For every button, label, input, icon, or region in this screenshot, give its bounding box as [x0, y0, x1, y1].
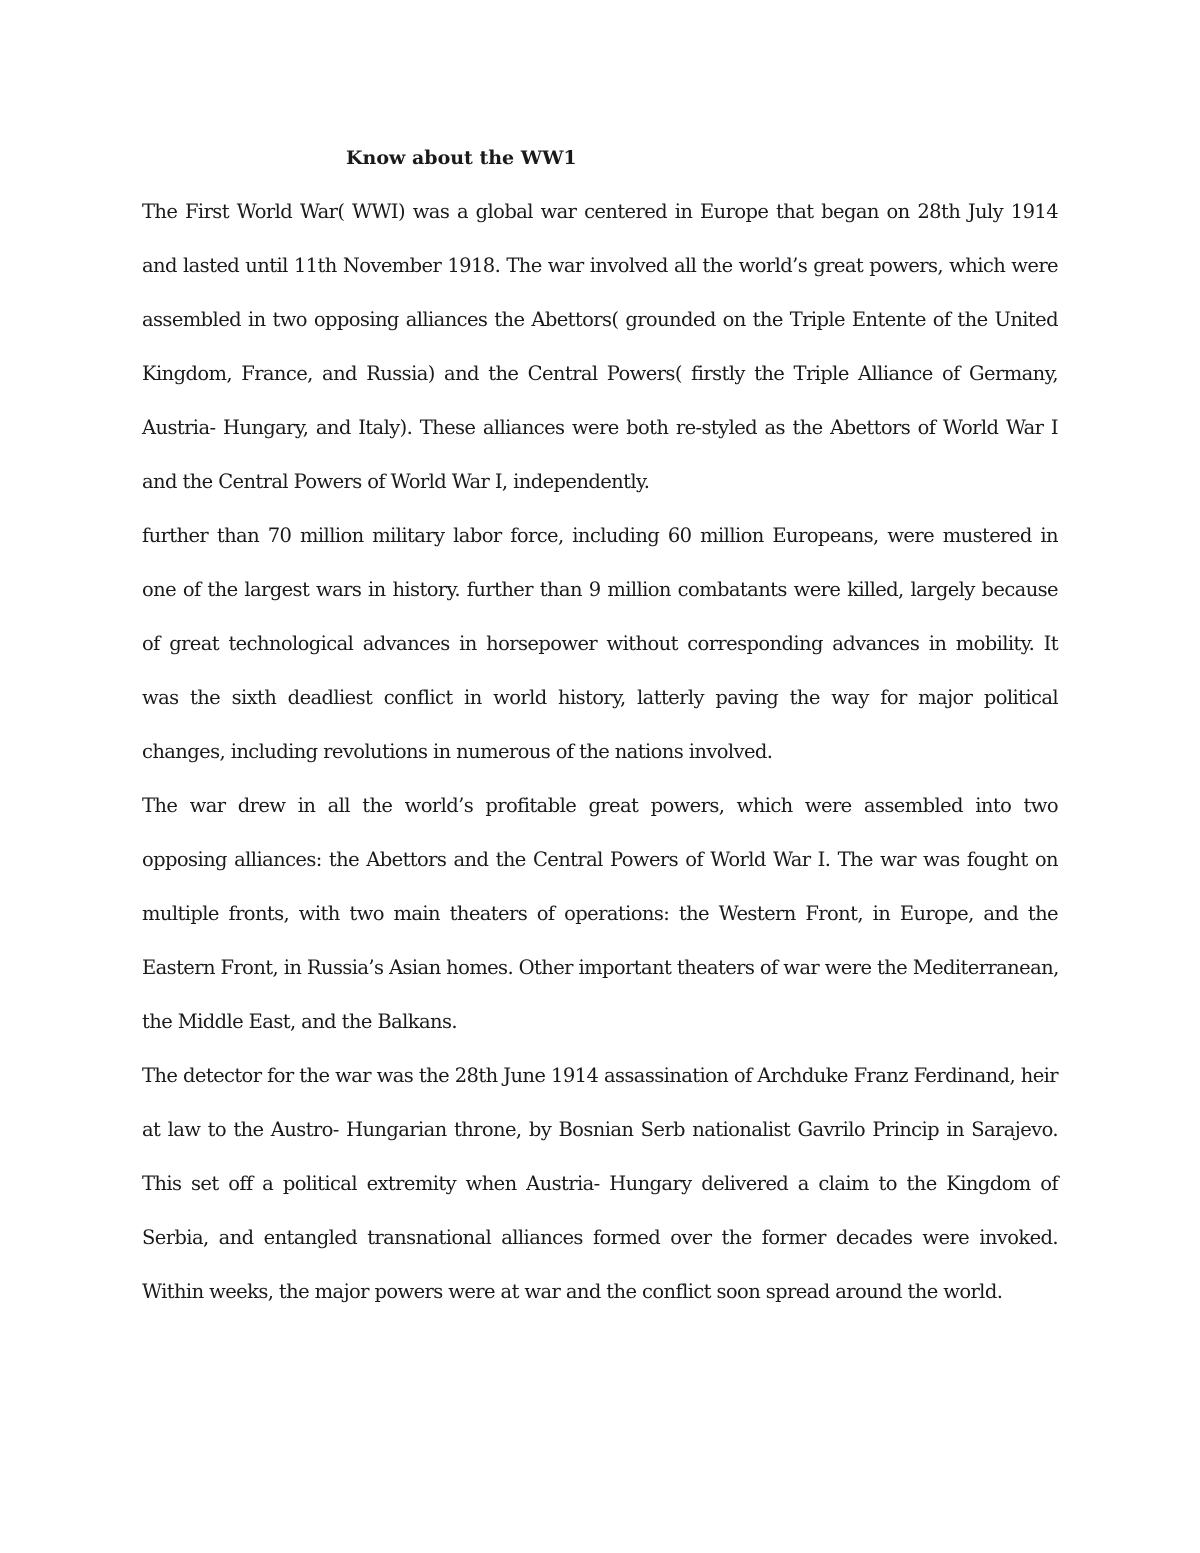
- paragraph-3-line-1: The war drew in all the world’s profitable great powers, which were assembled into two: [142, 794, 1058, 817]
- paragraph-3-line-4: Eastern Front, in Russia’s Asian homes. Other important theaters of war were the Mediterranean,: [142, 956, 1059, 979]
- paragraph-2-line-4: was the sixth deadliest conflict in world history, latterly paving the way for major political: [142, 686, 1058, 709]
- paragraph-2-line-3: of great technological advances in horsepower without corresponding advances in mobility. It: [142, 632, 1058, 655]
- paragraph-1-line-2: and lasted until 11th November 1918. The war involved all the world’s great powers, which were: [142, 254, 1058, 277]
- paragraph-3-line-2: opposing alliances: the Abettors and the Central Powers of World War I. The war was fought on: [142, 848, 1058, 871]
- paragraph-1-line-5: Austria- Hungary, and Italy). These alliances were both re-styled as the Abettors of World War I: [142, 416, 1058, 439]
- paragraph-4-line-4: Serbia, and entangled transnational alliances formed over the former decades were invoked.: [142, 1226, 1058, 1249]
- paragraph-3-line-5: the Middle East, and the Balkans.: [142, 1010, 457, 1033]
- paragraph-1-line-1: The First World War( WWI) was a global war centered in Europe that began on 28th July 1914: [142, 200, 1058, 223]
- paragraph-2-line-5: changes, including revolutions in numerous of the nations involved.: [142, 740, 773, 763]
- paragraph-2-line-1: further than 70 million military labor force, including 60 million Europeans, were mustered in: [142, 524, 1058, 547]
- paragraph-1-line-6: and the Central Powers of World War I, independently.: [142, 470, 650, 493]
- paragraph-4-line-5: Within weeks, the major powers were at war and the conflict soon spread around the world.: [142, 1280, 1003, 1303]
- paragraph-1-line-4: Kingdom, France, and Russia) and the Central Powers( firstly the Triple Alliance of Germany,: [142, 362, 1058, 385]
- paragraph-3-line-3: multiple fronts, with two main theaters of operations: the Western Front, in Europe, and the: [142, 902, 1058, 925]
- paragraph-1-line-3: assembled in two opposing alliances the Abettors( grounded on the Triple Entente of the United: [142, 308, 1058, 331]
- paragraph-2-line-2: one of the largest wars in history. further than 9 million combatants were killed, largely because: [142, 578, 1058, 601]
- paragraph-4-line-2: at law to the Austro- Hungarian throne, by Bosnian Serb nationalist Gavrilo Princip in Sarajevo.: [142, 1118, 1058, 1141]
- document-title: Know about the WW1: [346, 147, 577, 169]
- paragraph-4-line-1: The detector for the war was the 28th June 1914 assassination of Archduke Franz Ferdinand, heir: [142, 1064, 1058, 1087]
- paragraph-4-line-3: This set off a political extremity when Austria- Hungary delivered a claim to the Kingdom of: [142, 1172, 1058, 1195]
